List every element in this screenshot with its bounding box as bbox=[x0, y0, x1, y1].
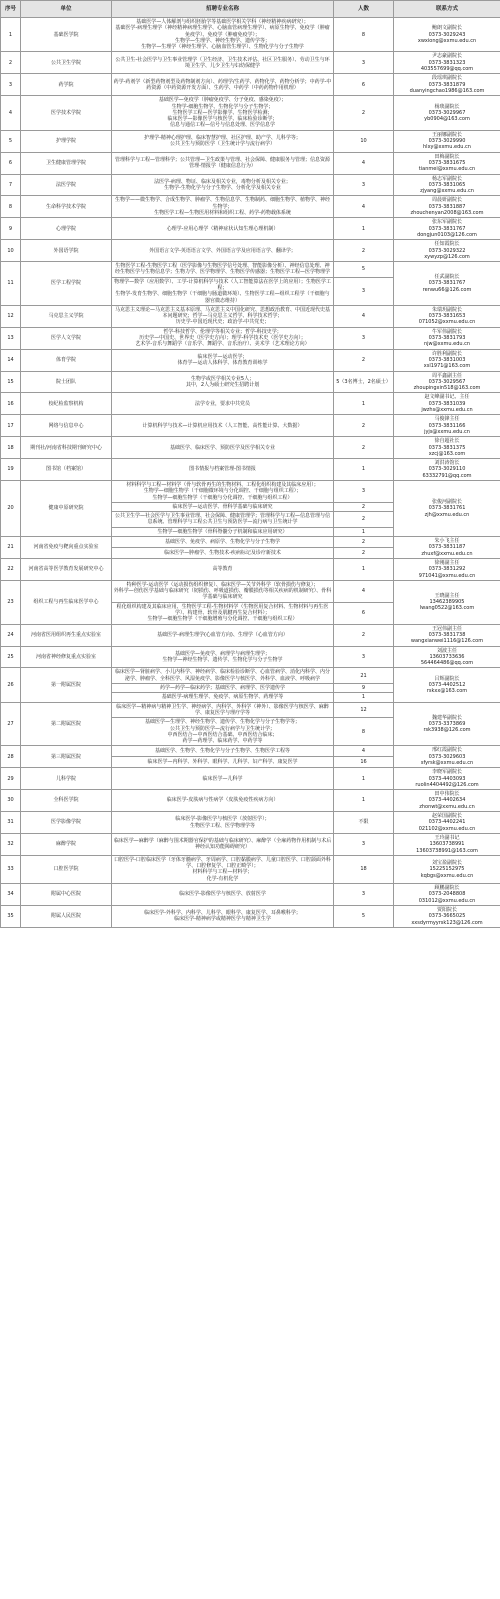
row-no: 27 bbox=[1, 702, 21, 746]
row-count: 2 bbox=[334, 437, 394, 459]
row-unit: 卫生健康管理学院 bbox=[21, 152, 112, 174]
row-count: 5 bbox=[334, 262, 394, 278]
row-unit: 药学院 bbox=[21, 74, 112, 96]
table-row bbox=[1, 668, 500, 684]
row-no: 10 bbox=[1, 240, 21, 262]
row-major: 基础医学—免疫学、病理学与病理生理学； 生物学—神经生物学、遗传学、生物化学与分子生物学 bbox=[112, 646, 334, 668]
row-count: 3 bbox=[334, 52, 394, 74]
row-contact: 魏建华副院长 0373-3373869 rsk3938@126.com bbox=[394, 702, 500, 746]
row-count: 4 bbox=[334, 305, 394, 327]
row-no: 20 bbox=[1, 481, 21, 537]
table-row bbox=[1, 152, 500, 174]
row-unit: 医学人文学院 bbox=[21, 327, 112, 349]
row-unit: 第二附属医院 bbox=[21, 702, 112, 746]
row-contact: 赵文峰副书记、主任 0373-3831039 jwzhs@xxmu.edu.cn bbox=[394, 393, 500, 415]
row-count: 2 bbox=[334, 624, 394, 646]
row-count: 9 bbox=[334, 684, 394, 693]
header-no: 序号 bbox=[1, 1, 21, 18]
row-unit: 第一附属医院 bbox=[21, 668, 112, 702]
row-no: 6 bbox=[1, 152, 21, 174]
row-contact: 周平鑫副主任 0373-3029567 zhoupingxin518@163.com bbox=[394, 371, 500, 393]
row-contact: 周晨妍副院长 0373-3831887 zhouchenyan2008@163.com bbox=[394, 196, 500, 218]
row-major: 生物学或医学相关专业5人； 其中，2人为硕士研究生招聘计划 bbox=[112, 371, 334, 393]
row-unit: 校纪检监察机构 bbox=[21, 393, 112, 415]
table-row bbox=[1, 855, 500, 883]
row-major: 马克思主义理论—马克思主义基本原理、马克思主义中国化研究、思想政治教育、中国近现代史基本问题研究；哲学—马克思主义哲学、科学技术哲学； 历史学-中国近现代史；政治学-中共党史； bbox=[112, 305, 334, 327]
row-unit: 医学技术学院 bbox=[21, 96, 112, 130]
row-no: 21 bbox=[1, 537, 21, 559]
row-major: 基础医学-病理生理学、免疫学、病原生物学、药理学等 bbox=[112, 693, 334, 702]
row-no: 32 bbox=[1, 833, 21, 855]
row-contact: 邢红霞副院长 0373-3029603 sfyrsk@xxmu.edu.cn bbox=[394, 746, 500, 768]
row-contact: 杨琰副院长 0373-3029967 yb0904@163.com bbox=[394, 96, 500, 130]
row-count: 4 bbox=[334, 580, 394, 602]
table-row bbox=[1, 240, 500, 262]
row-no: 33 bbox=[1, 855, 21, 883]
row-no: 31 bbox=[1, 812, 21, 834]
table-row bbox=[1, 537, 500, 548]
row-count: 4 bbox=[334, 152, 394, 174]
row-no: 9 bbox=[1, 218, 21, 240]
header-contact: 联系方式 bbox=[394, 1, 500, 18]
row-major: 基础医学—免疫学（肿瘤免疫学、分子免疫、感染免疫）； 生物学-细胞生物学、生物化学与分子生物学； 生物医学工程—医学影像学、生物医学检测； 临床医学—影像医学与核医学、临床检验诊断学； 信息与通信工程—信号与信息处理、医学信息学 bbox=[112, 96, 334, 130]
row-no: 22 bbox=[1, 558, 21, 580]
row-contact: 牛军伟副院长 0373-3831793 njw@xxmu.edu.cn bbox=[394, 327, 500, 349]
row-contact: 任知霞院长 0373-3029322 xywyzp@126.com bbox=[394, 240, 500, 262]
header-unit: 单位 bbox=[21, 1, 112, 18]
row-contact: 尹志豪副院长 0373-3831323 403557699@qq.com bbox=[394, 52, 500, 74]
row-unit: 网络与信息中心 bbox=[21, 415, 112, 437]
row-unit: 法医学院 bbox=[21, 174, 112, 196]
row-count: 16 bbox=[334, 757, 394, 768]
row-no: 7 bbox=[1, 174, 21, 196]
row-unit: 公共卫生学院 bbox=[21, 52, 112, 74]
row-major: 口腔医学-口腔临床医学（牙体牙髓病学、牙周病学、口腔黏膜病学、儿童口腔医学、口腔颌面外科学、口腔修复学、口腔正畸学）； 材料科学与工程—材料学； 化学-有机化学 bbox=[112, 855, 334, 883]
header-major: 招聘专业名称 bbox=[112, 1, 334, 18]
row-contact: 马俊锋主任 0373-3831166 jyjs@xxmu.edu.cn bbox=[394, 415, 500, 437]
row-contact: 王丽娜副院长 0373-3029990 hlxy@xxmu.edu.cn bbox=[394, 130, 500, 152]
row-count: 3 bbox=[334, 833, 394, 855]
row-unit: 护理学院 bbox=[21, 130, 112, 152]
row-contact: 王晓副主任 13462389905 lwang0522@163.com bbox=[394, 580, 500, 624]
table-row bbox=[1, 130, 500, 152]
row-major: 临床医学—内科学、外科学、眼科学、儿科学、妇产科学、康复医学 bbox=[112, 757, 334, 768]
row-major: 生物学——微生物学、合成生物学、肿瘤学、生物信息学、生物制药、细胞生物学、植物学、神经生物学； 生物医学工程—生物医用材料和组织工程、药学-药物载体系统 bbox=[112, 196, 334, 218]
row-major: 基础医学—人体解剖与组织胚胎学等基础医学相关学科（神经精神疾病研究）； 基础医学-病理生理学（神经精神病理生理学、心脑血管病理生理学）、病原生物学、免疫学（肿瘤免疫学）、免疫学（肿瘤免疫学）； 生物学—生理学、神经生物学、遗传学等； 生物学—生理学（神经生理学、心脑血管生理学）、生物化学与分子生物学 bbox=[112, 18, 334, 52]
table-row bbox=[1, 459, 500, 481]
row-no: 17 bbox=[1, 415, 21, 437]
row-major: 生物学—细胞生物学（骨科脊髓分子机制和临床应用研究） bbox=[112, 527, 334, 536]
row-contact: 朱瑞玥副院长 0373-3831653 071052@xxmu.edu.cn bbox=[394, 305, 500, 327]
row-no: 25 bbox=[1, 646, 21, 668]
row-contact: 徐自超社长 0373-3831375 xzcj@163.com bbox=[394, 437, 500, 459]
row-contact: 田梅副院长 0373-3831675 tianmei@xxmu.edu.cn bbox=[394, 152, 500, 174]
row-no: 15 bbox=[1, 371, 21, 393]
table-row bbox=[1, 624, 500, 646]
row-no: 35 bbox=[1, 905, 21, 927]
row-count: 6 bbox=[334, 602, 394, 624]
row-count: 3 bbox=[334, 277, 394, 305]
row-major: 临床医学—肾脏病学、小儿内科学、神经病学、临床检验诊断学、心血管病学、消化内科学、内分泌学、肿瘤学、全科医学、风湿免疫学、影像医学与核医学、外科学、血液学、呼吸病学 bbox=[112, 668, 334, 684]
row-major: 药学-药剂学（新型药物剂型及药物制剂方向）、药理学/生药学、药物化学、药物分析学；中药学-中药资源（中药资源开发方面）、生药学、中药学（中药药物作用机理） bbox=[112, 74, 334, 96]
table-row bbox=[1, 415, 500, 437]
row-unit: 附属中心医院 bbox=[21, 884, 112, 906]
row-unit: 马克思主义学院 bbox=[21, 305, 112, 327]
header-count: 人数 bbox=[334, 1, 394, 18]
row-major: 临床医学-影像医学与核医学（放射医学）； 生物医学工程、医学物理学等 bbox=[112, 812, 334, 834]
row-contact: 贾阳院长 0373-3665025 xxsdyrmyyrsk123@126.com bbox=[394, 905, 500, 927]
row-major: 公共卫生学—社会医学与卫生事业管理、社会保障、健康管理学；管理科学与工程—信息管理与信息系统、管理科学与工程公共卫生与预防医学—流行病与卫生统计学 bbox=[112, 512, 334, 528]
row-no: 19 bbox=[1, 459, 21, 481]
row-major: 公共卫生-社会医学与卫生事业管理学（卫生经济、卫生技术评估、社区卫生服务）、劳动卫生与环境卫生学、儿少卫生与妇幼保健学 bbox=[112, 52, 334, 74]
row-major: 临床医学—肿瘤学、生物技术-疾病标记及诊疗新技术 bbox=[112, 548, 334, 559]
row-major: 临床医学-外科学、内科学、儿科学、眼科学、康复医学、耳鼻喉科学； 临床医学-精神病学或精神医学与精神卫生学 bbox=[112, 905, 334, 927]
row-major: 法学专业，要求中共党员 bbox=[112, 393, 334, 415]
row-contact: 田中伟院长 0373-4402634 zhonwt@xxmu.edu.cn bbox=[394, 790, 500, 812]
row-unit: 组织工程与再生临床医学中心 bbox=[21, 580, 112, 624]
row-unit: 河南省医用组织再生重点实验室 bbox=[21, 624, 112, 646]
row-unit: 院士团队 bbox=[21, 371, 112, 393]
row-contact: 朱小飞主任 0373-3831187 zhuxf@xxmu.edu.cn bbox=[394, 537, 500, 559]
row-count: 1 bbox=[334, 693, 394, 702]
row-major: 基础医学、生物学、生物化学与分子生物学、生物医学工程等 bbox=[112, 746, 334, 757]
row-unit: 医学影像学院 bbox=[21, 812, 112, 834]
row-count: 2 bbox=[334, 537, 394, 548]
table-row bbox=[1, 18, 500, 52]
table-row bbox=[1, 833, 500, 855]
row-major: 临床医学—麻醉学（麻醉与围术期器官保护的基础与临床研究）、麻醉学（全麻药物作用机制与术后神经认知功能障碍研究） bbox=[112, 833, 334, 855]
table-row bbox=[1, 349, 500, 371]
row-major: 计算机科学与技术—计算机应用技术（人工智能、高性能计算、大数据） bbox=[112, 415, 334, 437]
table-row bbox=[1, 371, 500, 393]
table-row bbox=[1, 884, 500, 906]
row-unit: 河南省神经修复重点实验室 bbox=[21, 646, 112, 668]
row-major: 基础医学-病理生理学(心血管方向)、生理学（心血管方向） bbox=[112, 624, 334, 646]
table-row bbox=[1, 790, 500, 812]
row-major: 基础医学—生理学、神经生物学、遗传学、生物化学与分子生物学等； 公共卫生与预防医学—流行病学与卫生统计学； 中西医结合—中西医结合基础、中西医结合临床； 药学—药理学、临床药学、中药学等 bbox=[112, 718, 334, 746]
table-row bbox=[1, 393, 500, 415]
table-row bbox=[1, 746, 500, 757]
row-contact: 鲍朗文副院长 0373-3029243 xwxiong@xxmu.edu.cn bbox=[394, 18, 500, 52]
row-no: 2 bbox=[1, 52, 21, 74]
row-unit: 麻醉学院 bbox=[21, 833, 112, 855]
row-count: 2 bbox=[334, 512, 394, 528]
row-unit: 体育学院 bbox=[21, 349, 112, 371]
row-contact: 张俊河副院长 0373-3831761 zjh@xxmu.edu.cn bbox=[394, 481, 500, 537]
row-count: 5（3名博士，2名硕士） bbox=[334, 371, 394, 393]
row-major: 管理科学与工程—管理科学；公共管理—卫生政策与管理、社会保障、健康服务与管理；信息资源管理-情报学（健康信息行为） bbox=[112, 152, 334, 174]
row-count: 8 bbox=[334, 18, 394, 52]
table-header-row bbox=[1, 1, 500, 18]
table-row bbox=[1, 768, 500, 790]
row-contact: 刘宝盈副院长 15225152975 kqbgs@xxmu.edu.cn bbox=[394, 855, 500, 883]
table-row bbox=[1, 812, 500, 834]
row-no: 23 bbox=[1, 580, 21, 624]
row-count: 1 bbox=[334, 393, 394, 415]
row-major: 高等教育 bbox=[112, 558, 334, 580]
row-no: 29 bbox=[1, 768, 21, 790]
row-no: 26 bbox=[1, 668, 21, 702]
table-row bbox=[1, 646, 500, 668]
row-major: 特种医学-运动医学（运动损伤组织修复）、临床医学—关节外科学（软骨损伤与修复）； 外科学—创伤医学基础与临床研究（韧损伤、呼吸道损伤、瓣膜损伤等相关疾病的机制研究）、骨科学基础与临床研究 bbox=[112, 580, 334, 602]
row-major: 临床医学—精神病与精神卫生学、神经病学、内科学、外科学（神外）、影像医学与核医学、麻醉学、康复医学与理疗学等 bbox=[112, 702, 334, 718]
row-unit: 医学工程学院 bbox=[21, 262, 112, 306]
row-contact: 刘波主任 13603733636 564464486@qq.com bbox=[394, 646, 500, 668]
row-count: 2 bbox=[334, 240, 394, 262]
row-no: 3 bbox=[1, 74, 21, 96]
row-count: 4 bbox=[334, 196, 394, 218]
row-contact: 李晓军副院长 0373-4403093 ruolin4404492@126.com bbox=[394, 768, 500, 790]
row-unit: 第三附属医院 bbox=[21, 746, 112, 768]
row-count: 8 bbox=[334, 718, 394, 746]
row-count: 1 bbox=[334, 459, 394, 481]
row-count: 4 bbox=[334, 746, 394, 757]
row-major: 临床医学—运动医学、骨科学基础与临床研究 bbox=[112, 502, 334, 511]
table-row bbox=[1, 327, 500, 349]
row-no: 1 bbox=[1, 18, 21, 52]
row-no: 5 bbox=[1, 130, 21, 152]
row-major: 临床医学—运动医学； 体育学—运动人体科学、体育教育训练学 bbox=[112, 349, 334, 371]
row-count: 5 bbox=[334, 905, 394, 927]
row-major: 基础医学、临床医学、预防医学及医学相关专业 bbox=[112, 437, 334, 459]
row-count: 2 bbox=[334, 548, 394, 559]
row-no: 13 bbox=[1, 327, 21, 349]
row-unit: 河南省免疫与靶向重点实验室 bbox=[21, 537, 112, 559]
row-major: 材料科学与工程—材料学（骨与软骨再生的生物材料、工程化组织构建及其临床应用）； 生物学—细胞生物学（干细胞微环境与分化调控、干细胞与组织工程）； 生物学—细胞生物学（干细胞与分化调控、干细胞与组织工程） bbox=[112, 481, 334, 503]
row-count: 2 bbox=[334, 349, 394, 371]
row-contact: 刘洪涛馆长 0373-3029110 63332791@qq.com bbox=[394, 459, 500, 481]
row-no: 8 bbox=[1, 196, 21, 218]
row-unit: 期刊社/河南省科技期刊研究中心 bbox=[21, 437, 112, 459]
table-row bbox=[1, 174, 500, 196]
table-row bbox=[1, 74, 500, 96]
row-major: 药学—药学—临床药学；基础医学、病理学、医学遗传学 bbox=[112, 684, 334, 693]
row-major: 生物医学工程-生物医学工程（医学影像与生物医学信号处理、智能影像分析）、神经信息处理、神经生物医学与生物信息学；生物力学、医学物理学、生物医学传感器；生物医学工程—医学物理学 bbox=[112, 262, 334, 278]
row-contact: 赵荣国副院长 0373-4402241 021102@xxmu.edu.cn bbox=[394, 812, 500, 834]
table-body bbox=[1, 18, 500, 928]
row-count: 3 bbox=[334, 646, 394, 668]
table-row bbox=[1, 96, 500, 130]
row-unit: 附属人民医院 bbox=[21, 905, 112, 927]
table-row bbox=[1, 558, 500, 580]
row-count: 6 bbox=[334, 74, 394, 96]
row-major: 基础医学、免疫学、病原学、生物化学与分子生物学 bbox=[112, 537, 334, 548]
row-unit: 河南省高等医学教育发展研究中心 bbox=[21, 558, 112, 580]
row-major: 临床医学-影像医学与核医学、放射医学 bbox=[112, 884, 334, 906]
row-major: 外国语言文学-英语语言文学、外国语言学及应用语言学、翻译学； bbox=[112, 240, 334, 262]
row-count: 10 bbox=[334, 130, 394, 152]
row-contact: 段瑶琪副院长 0373-3831879 duanyingchao1986@163.com bbox=[394, 74, 500, 96]
row-major: 图书情报与档案管理-图书情报 bbox=[112, 459, 334, 481]
table-row bbox=[1, 702, 500, 718]
row-unit: 生命科学技术学院 bbox=[21, 196, 112, 218]
row-count: 1 bbox=[334, 218, 394, 240]
row-unit: 健康中原研究院 bbox=[21, 481, 112, 537]
row-count: 1 bbox=[334, 790, 394, 812]
table-row bbox=[1, 481, 500, 503]
row-count: 1 bbox=[334, 768, 394, 790]
table-row bbox=[1, 52, 500, 74]
row-count: 18 bbox=[334, 855, 394, 883]
row-count: 21 bbox=[334, 668, 394, 684]
row-count: 3 bbox=[334, 481, 394, 503]
table-row bbox=[1, 905, 500, 927]
row-count: 1 bbox=[334, 558, 394, 580]
row-unit: 外国语学院 bbox=[21, 240, 112, 262]
row-count: 3 bbox=[334, 884, 394, 906]
row-no: 4 bbox=[1, 96, 21, 130]
row-contact: 王冠伟副主任 0373-3831738 wangxianwei1116@126.com bbox=[394, 624, 500, 646]
row-no: 12 bbox=[1, 305, 21, 327]
row-no: 28 bbox=[1, 746, 21, 768]
row-count: 2 bbox=[334, 96, 394, 130]
row-unit: 心理学院 bbox=[21, 218, 112, 240]
row-count: 1 bbox=[334, 527, 394, 536]
row-count: 2 bbox=[334, 415, 394, 437]
row-count: 3 bbox=[334, 327, 394, 349]
row-unit: 全科医学院 bbox=[21, 790, 112, 812]
row-no: 14 bbox=[1, 349, 21, 371]
row-major: 护理学-精神心理护理、临床智慧护理、社区护理、助产学、儿科学等； 公共卫生与预防医学（卫生统计学与流行病学） bbox=[112, 130, 334, 152]
row-major: 物理学—数学（应用数学）、工学-计算机科学与技术（人工智能算法在医学上的应用）；生物医学工程； 生物学-发育生物学、细胞生物学（干细胞与肠道微环境）、生物医学工程—组织工程学（干细胞与器官微态维持） bbox=[112, 277, 334, 305]
table-row bbox=[1, 262, 500, 278]
row-no: 18 bbox=[1, 437, 21, 459]
row-unit: 儿科学院 bbox=[21, 768, 112, 790]
row-count: 不限 bbox=[334, 812, 394, 834]
row-count: 12 bbox=[334, 702, 394, 718]
table-row bbox=[1, 196, 500, 218]
row-unit: 口腔医学院 bbox=[21, 855, 112, 883]
row-contact: 徐刚副主任 0373-3831292 971041@xxmu.edu.cn bbox=[394, 558, 500, 580]
row-no: 24 bbox=[1, 624, 21, 646]
row-no: 11 bbox=[1, 262, 21, 306]
row-unit: 图书馆（档案馆） bbox=[21, 459, 112, 481]
row-no: 30 bbox=[1, 790, 21, 812]
row-contact: 顾鹏副院长 0373-2048808 031012@xxmu.edu.cn bbox=[394, 884, 500, 906]
row-contact: 杨志军副院长 0373-3831065 zjyang@xxmu.edu.cn bbox=[394, 174, 500, 196]
table-row bbox=[1, 305, 500, 327]
row-contact: 许胜利副院长 0373-3831003 xsl1971@163.com bbox=[394, 349, 500, 371]
table-row bbox=[1, 437, 500, 459]
row-major: 临床医学—儿科学 bbox=[112, 768, 334, 790]
table-row bbox=[1, 218, 500, 240]
row-contact: 任武副院长 0373-3831767 renwu66@126.com bbox=[394, 262, 500, 306]
row-major: 心理学-应用心理学（精神症状认知生理心理机制） bbox=[112, 218, 334, 240]
row-major: 哲学-科技哲学、伦理学等相关专业；哲学-科技史学； 历史学—中国史、世界史（医学史方向）；理学-科学技术史（医学史方向）； 艺术学-音乐与舞蹈学（音乐学、舞蹈学、音乐治疗）、美术学（艺术理论方向） bbox=[112, 327, 334, 349]
row-contact: 吕辉副院长 0373-4402512 rskxx@163.com bbox=[394, 668, 500, 702]
row-major: 程化组织构建及其临床应用、生物医学工程-生物材料学（生物医用复合材料、生物材料与再生医学）、构建骨、软骨及肌腱再生复合材料）； 生物学—细胞生物学（干细胞增殖与分化调控、干细胞与组织工程） bbox=[112, 602, 334, 624]
row-unit: 基础医学院 bbox=[21, 18, 112, 52]
table-row bbox=[1, 580, 500, 602]
row-no: 16 bbox=[1, 393, 21, 415]
row-major: 法医学-病理、物证、临床及相关专业，毒物分析及相关专业； 生物学-生物化学与分子生物学、分析化学及相关专业 bbox=[112, 174, 334, 196]
row-count: 2 bbox=[334, 502, 394, 511]
row-major: 临床医学-皮肤病与性病学（皮肤免疫性疾病方向） bbox=[112, 790, 334, 812]
row-count: 3 bbox=[334, 174, 394, 196]
row-contact: 王玲副书记 13603738991 13603738991@163.com bbox=[394, 833, 500, 855]
row-contact: 张东军副院长 0373-3831767 dongjun0103@126.com bbox=[394, 218, 500, 240]
row-no: 34 bbox=[1, 884, 21, 906]
